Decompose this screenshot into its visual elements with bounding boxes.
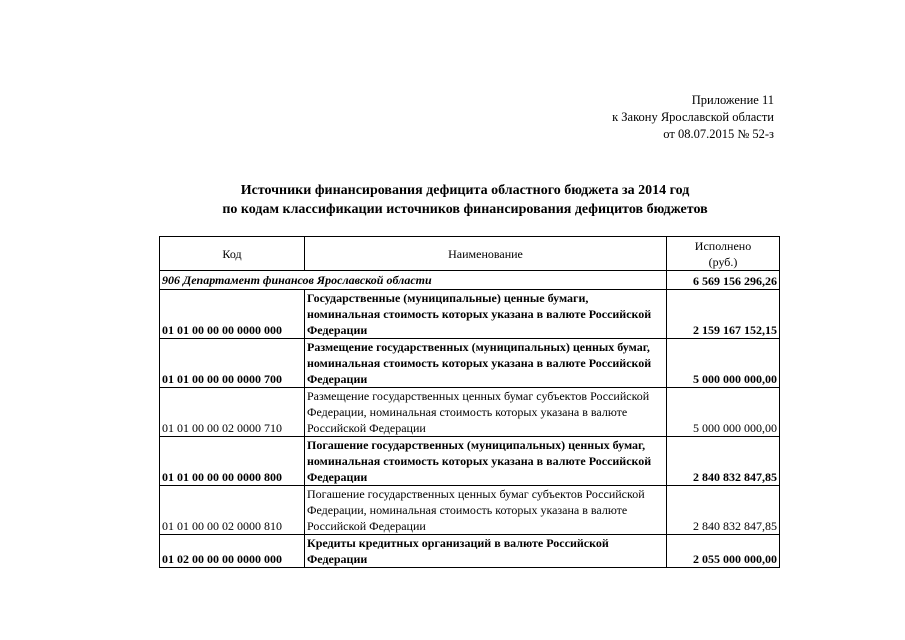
department-name: 906 Департамент финансов Ярославской области — [160, 271, 667, 290]
row-code: 01 01 00 00 02 0000 810 — [160, 486, 305, 535]
row-name: Погашение государственных ценных бумаг субъектов Российской Федерации, номинальная стоимость которых указана в валюте Российской Федерации — [305, 486, 667, 535]
header-amount-label: Исполнено — [694, 238, 752, 253]
row-amount: 5 000 000 000,00 — [667, 339, 780, 388]
document-title — [0, 181, 905, 219]
row-code: 01 01 00 00 02 0000 710 — [160, 388, 305, 437]
header-code: Код — [160, 237, 305, 271]
row-name: Государственные (муниципальные) ценные бумаги, номинальная стоимость которых указана в валюте Российской Федерации — [305, 290, 667, 339]
title-line-2: по кодам классификации источников финансирования дефицитов бюджетов — [222, 202, 708, 217]
row-amount: 2 840 832 847,85 — [667, 486, 780, 535]
department-row — [160, 271, 780, 290]
row-amount: 2 055 000 000,00 — [667, 535, 780, 568]
title-line-1: Источники финансирования дефицита областного бюджета за 2014 год — [240, 183, 690, 198]
department-amount: 6 569 156 296,26 — [667, 271, 780, 290]
appendix-law: к Закону Ярославской области — [612, 110, 774, 124]
table-row — [160, 486, 780, 535]
row-name: Размещение государственных ценных бумаг субъектов Российской Федерации, номинальная стоимость которых указана в валюте Российской Федерации — [305, 388, 667, 437]
budget-sources-table — [159, 236, 780, 568]
row-code: 01 01 00 00 00 0000 800 — [160, 437, 305, 486]
row-code: 01 01 00 00 00 0000 700 — [160, 339, 305, 388]
row-name: Кредиты кредитных организаций в валюте Российской Федерации — [305, 535, 667, 568]
header-name: Наименование — [305, 237, 667, 271]
header-amount-unit: (руб.) — [708, 254, 738, 269]
appendix-reference — [612, 92, 774, 143]
appendix-date: от 08.07.2015 № 52-з — [663, 127, 774, 141]
header-amount — [667, 237, 780, 271]
table-header-row — [160, 237, 780, 271]
table-row — [160, 437, 780, 486]
row-amount: 2 840 832 847,85 — [667, 437, 780, 486]
row-amount: 2 159 167 152,15 — [667, 290, 780, 339]
table-row — [160, 290, 780, 339]
table-row — [160, 535, 780, 568]
appendix-number: Приложение 11 — [691, 93, 774, 107]
table-row — [160, 388, 780, 437]
row-name: Погашение государственных (муниципальных) ценных бумаг, номинальная стоимость которых указана в валюте Российской Федерации — [305, 437, 667, 486]
row-name: Размещение государственных (муниципальных) ценных бумаг, номинальная стоимость которых указана в валюте Российской Федерации — [305, 339, 667, 388]
row-code: 01 01 00 00 00 0000 000 — [160, 290, 305, 339]
table-row — [160, 339, 780, 388]
row-code: 01 02 00 00 00 0000 000 — [160, 535, 305, 568]
row-amount: 5 000 000 000,00 — [667, 388, 780, 437]
